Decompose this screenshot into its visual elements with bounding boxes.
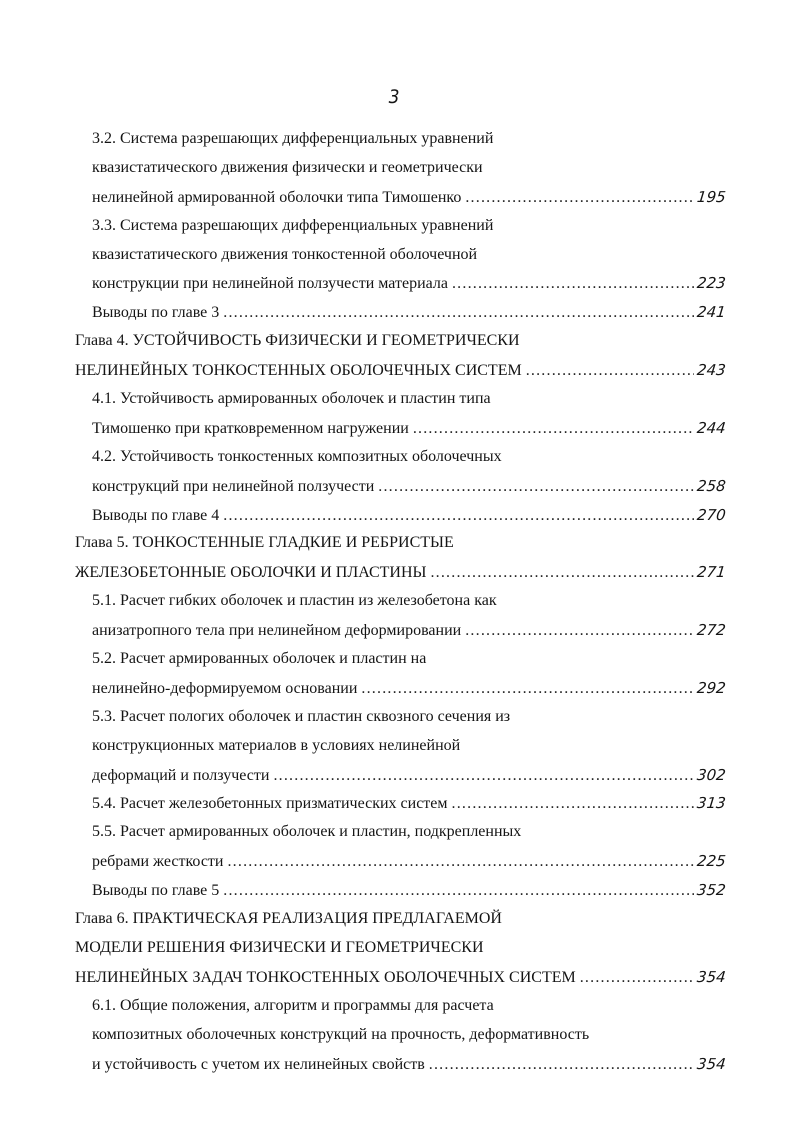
toc-entry-text: Глава 5. ТОНКОСТЕННЫЕ ГЛАДКИЕ И РЕБРИСТЫЕ xyxy=(75,534,454,552)
toc-entry-line xyxy=(0,1050,793,1079)
toc-entry-line xyxy=(0,992,793,1021)
dot-leader xyxy=(413,415,694,444)
toc-page-number: 243 xyxy=(696,361,727,380)
toc-entry-text: Выводы по главе 5 xyxy=(92,882,220,900)
toc-entry-text: Тимошенко при кратковременном нагружении xyxy=(92,419,409,437)
toc-page-number: 313 xyxy=(696,794,727,813)
toc-entry-line xyxy=(0,385,793,414)
toc-page-number: 244 xyxy=(696,418,727,437)
toc-entry-line xyxy=(0,472,793,501)
toc-page-number: 272 xyxy=(696,621,727,640)
toc-chapter-line xyxy=(0,558,793,587)
toc-chapter-line xyxy=(0,905,793,934)
toc-entry-text: Глава 4. УСТОЙЧИВОСТЬ ФИЗИЧЕСКИ И ГЕОМЕТРИЧЕСКИ xyxy=(75,332,520,350)
toc-entry-text: НЕЛИНЕЙНЫХ ЗАДАЧ ТОНКОСТЕННЫХ ОБОЛОЧЕЧНЫХ СИСТЕМ xyxy=(75,968,576,986)
toc-entry-text: квазистатического движения физически и геометрически xyxy=(92,158,483,176)
toc-entry-line xyxy=(0,501,793,530)
toc-page-number: 352 xyxy=(696,881,727,900)
toc-entry-text: 5.3. Расчет пологих оболочек и пластин сквозного сечения из xyxy=(92,707,511,725)
toc-entry-line xyxy=(0,1021,793,1050)
toc-entry-line xyxy=(0,414,793,443)
toc-entry-text: Глава 6. ПРАКТИЧЕСКАЯ РЕАЛИЗАЦИЯ ПРЕДЛАГАЕМОЙ xyxy=(75,910,502,928)
toc-entry-text: НЕЛИНЕЙНЫХ ТОНКОСТЕННЫХ ОБОЛОЧЕЧНЫХ СИСТЕМ xyxy=(75,362,522,380)
toc-entry-text: 4.2. Устойчивость тонкостенных композитных оболочечных xyxy=(92,447,502,465)
dot-leader xyxy=(526,357,694,386)
toc-page-number: 302 xyxy=(696,765,727,784)
toc-page-number: 241 xyxy=(696,303,727,322)
toc-entry-line xyxy=(0,298,793,327)
toc-entry-text: и устойчивость с учетом их нелинейных свойств xyxy=(92,1055,425,1073)
dot-leader xyxy=(430,559,694,588)
toc-entry-text: 5.4. Расчет железобетонных призматических систем xyxy=(92,795,448,813)
toc-page-number: 195 xyxy=(696,187,727,206)
dot-leader xyxy=(452,790,694,819)
dot-leader xyxy=(361,675,694,704)
toc-entry-text: 5.1. Расчет гибких оболочек и пластин из железобетона как xyxy=(92,592,497,610)
dot-leader xyxy=(227,848,694,877)
toc-entry-line xyxy=(0,876,793,905)
toc-entry-line xyxy=(0,645,793,674)
toc-entry-text: нелинейной армированной оболочки типа Тимошенко xyxy=(92,188,462,206)
toc-entry-text: квазистатического движения тонкостенной оболочечной xyxy=(92,245,478,263)
dot-leader xyxy=(223,877,694,906)
toc-entry-text: нелинейно-деформируемом основании xyxy=(92,679,358,697)
dot-leader xyxy=(223,502,694,531)
toc-entry-text: конструкции при нелинейной ползучести материала xyxy=(92,275,448,293)
toc-entry-line xyxy=(0,154,793,183)
toc-entry-text: 6.1. Общие положения, алгоритм и программы для расчета xyxy=(92,996,494,1014)
toc-chapter-line xyxy=(0,327,793,356)
toc-page-number: 354 xyxy=(696,1054,727,1073)
toc-entry-text: конструкционных материалов в условиях нелинейной xyxy=(92,736,461,754)
toc-page-number: 223 xyxy=(696,274,727,293)
toc-page-number: 258 xyxy=(696,476,727,495)
toc-entry-text: деформаций и ползучести xyxy=(92,766,270,784)
toc-chapter-line xyxy=(0,529,793,558)
toc-entry-line xyxy=(0,761,793,790)
toc-entry-text: Выводы по главе 3 xyxy=(92,304,220,322)
toc-page-number: 270 xyxy=(696,505,727,524)
dot-leader xyxy=(465,184,694,213)
toc-entry-line xyxy=(0,732,793,761)
page-number: 3 xyxy=(388,86,400,108)
dot-leader xyxy=(273,762,694,791)
toc-entry-line xyxy=(0,269,793,298)
toc-entry-line xyxy=(0,616,793,645)
toc-chapter-line xyxy=(0,356,793,385)
toc-entry-text: Выводы по главе 4 xyxy=(92,506,220,524)
toc-page-number: 354 xyxy=(696,967,727,986)
toc-entry-line xyxy=(0,703,793,732)
toc-entry-line xyxy=(0,674,793,703)
toc-entry-text: 5.5. Расчет армированных оболочек и пластин, подкрепленных xyxy=(92,823,522,841)
toc-entry-text: 3.2. Система разрешающих дифференциальных уравнений xyxy=(92,130,494,147)
table-of-contents xyxy=(0,125,793,1078)
toc-page-number: 292 xyxy=(696,678,727,697)
toc-entry-line xyxy=(0,789,793,818)
dot-leader xyxy=(378,473,694,502)
toc-entry-text: 5.2. Расчет армированных оболочек и пластин на xyxy=(92,650,427,668)
toc-entry-line xyxy=(0,443,793,472)
toc-chapter-line xyxy=(0,934,793,963)
toc-entry-text: конструкций при нелинейной ползучести xyxy=(92,477,375,495)
toc-entry-line xyxy=(0,818,793,847)
toc-entry-line xyxy=(0,847,793,876)
toc-entry-line xyxy=(0,241,793,270)
toc-entry-text: МОДЕЛИ РЕШЕНИЯ ФИЗИЧЕСКИ И ГЕОМЕТРИЧЕСКИ xyxy=(75,938,484,956)
dot-leader xyxy=(465,617,694,646)
toc-entry-line xyxy=(0,212,793,241)
dot-leader xyxy=(452,270,694,299)
toc-chapter-line xyxy=(0,963,793,992)
toc-entry-text: композитных оболочечных конструкций на прочность, деформативность xyxy=(92,1025,590,1043)
toc-entry-text: анизатропного тела при нелинейном деформировании xyxy=(92,622,462,640)
toc-entry-line xyxy=(0,183,793,212)
toc-entry-text: 4.1. Устойчивость армированных оболочек и пластин типа xyxy=(92,390,491,408)
toc-page-number: 271 xyxy=(696,563,727,582)
toc-entry-text: ребрами жесткости xyxy=(92,853,224,871)
dot-leader xyxy=(429,1051,694,1080)
toc-entry-line xyxy=(0,125,793,154)
toc-page-number: 225 xyxy=(696,852,727,871)
toc-entry-text: 3.3. Система разрешающих дифференциальных уравнений xyxy=(92,216,494,234)
dot-leader xyxy=(223,299,694,328)
toc-entry-line xyxy=(0,587,793,616)
toc-entry-text: ЖЕЛЕЗОБЕТОННЫЕ ОБОЛОЧКИ И ПЛАСТИНЫ xyxy=(75,564,427,582)
dot-leader xyxy=(580,964,694,993)
